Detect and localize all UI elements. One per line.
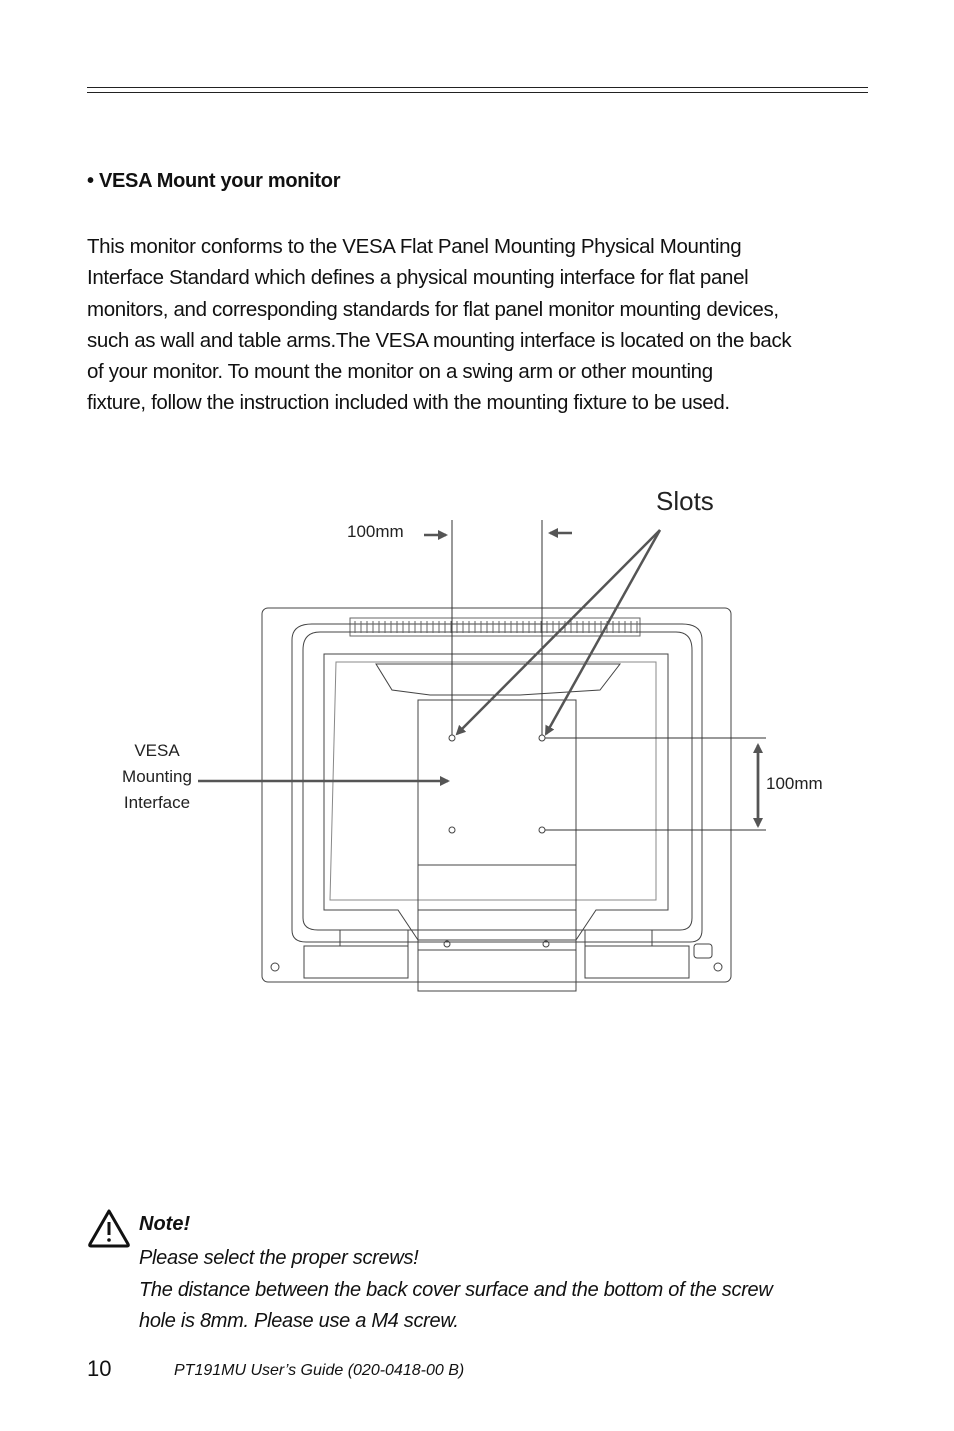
mount-hole xyxy=(539,735,545,741)
interface-label-line: VESA xyxy=(134,741,180,760)
vertical-spacing-label: 100mm xyxy=(766,774,823,793)
interface-label-line: Mounting xyxy=(122,767,192,786)
horizontal-spacing-label: 100mm xyxy=(347,522,404,541)
vent-strip xyxy=(350,618,640,636)
guide-title: PT191MU User’s Guide (020-0418-00 B) xyxy=(174,1362,465,1379)
paragraph-line: monitors, and corresponding standards for flat panel monitor mounting devices, xyxy=(87,297,779,321)
paragraph-line: of your monitor. To mount the monitor on a swing arm or other mounting xyxy=(87,360,713,384)
mount-hole xyxy=(449,827,455,833)
paragraph-line: This monitor conforms to the VESA Flat Panel Mounting Physical Mounting xyxy=(87,235,742,258)
mount-hole xyxy=(539,827,545,833)
warning-triangle-icon xyxy=(87,1208,131,1248)
header-rule-top xyxy=(87,87,868,88)
paragraph-line: such as wall and table arms.The VESA mounting interface is located on the back xyxy=(87,328,792,352)
page-number: 10 xyxy=(87,1356,112,1381)
header-rule-bottom xyxy=(87,92,868,93)
section-heading: • VESA Mount your monitor xyxy=(87,170,341,192)
note-body xyxy=(139,1243,879,1338)
note-title: Note! xyxy=(139,1213,191,1235)
mount-hole xyxy=(449,735,455,741)
intro-paragraph xyxy=(87,231,877,419)
paragraph-line: fixture, follow the instruction included with the mounting fixture to be used. xyxy=(87,391,730,415)
slots-label: Slots xyxy=(656,486,714,516)
vesa-interface-label xyxy=(96,738,218,816)
note-line: The distance between the back cover surface and the bottom of the screw xyxy=(139,1278,773,1301)
interface-label-line: Interface xyxy=(123,793,191,812)
inner-frame xyxy=(292,624,702,942)
paragraph-line: Interface Standard which defines a physical mounting interface for flat panel xyxy=(87,266,749,290)
note-line: hole is 8mm. Please use a M4 screw. xyxy=(139,1310,459,1332)
note-line: Please select the proper screws! xyxy=(139,1247,419,1269)
stand-neck xyxy=(418,865,576,991)
